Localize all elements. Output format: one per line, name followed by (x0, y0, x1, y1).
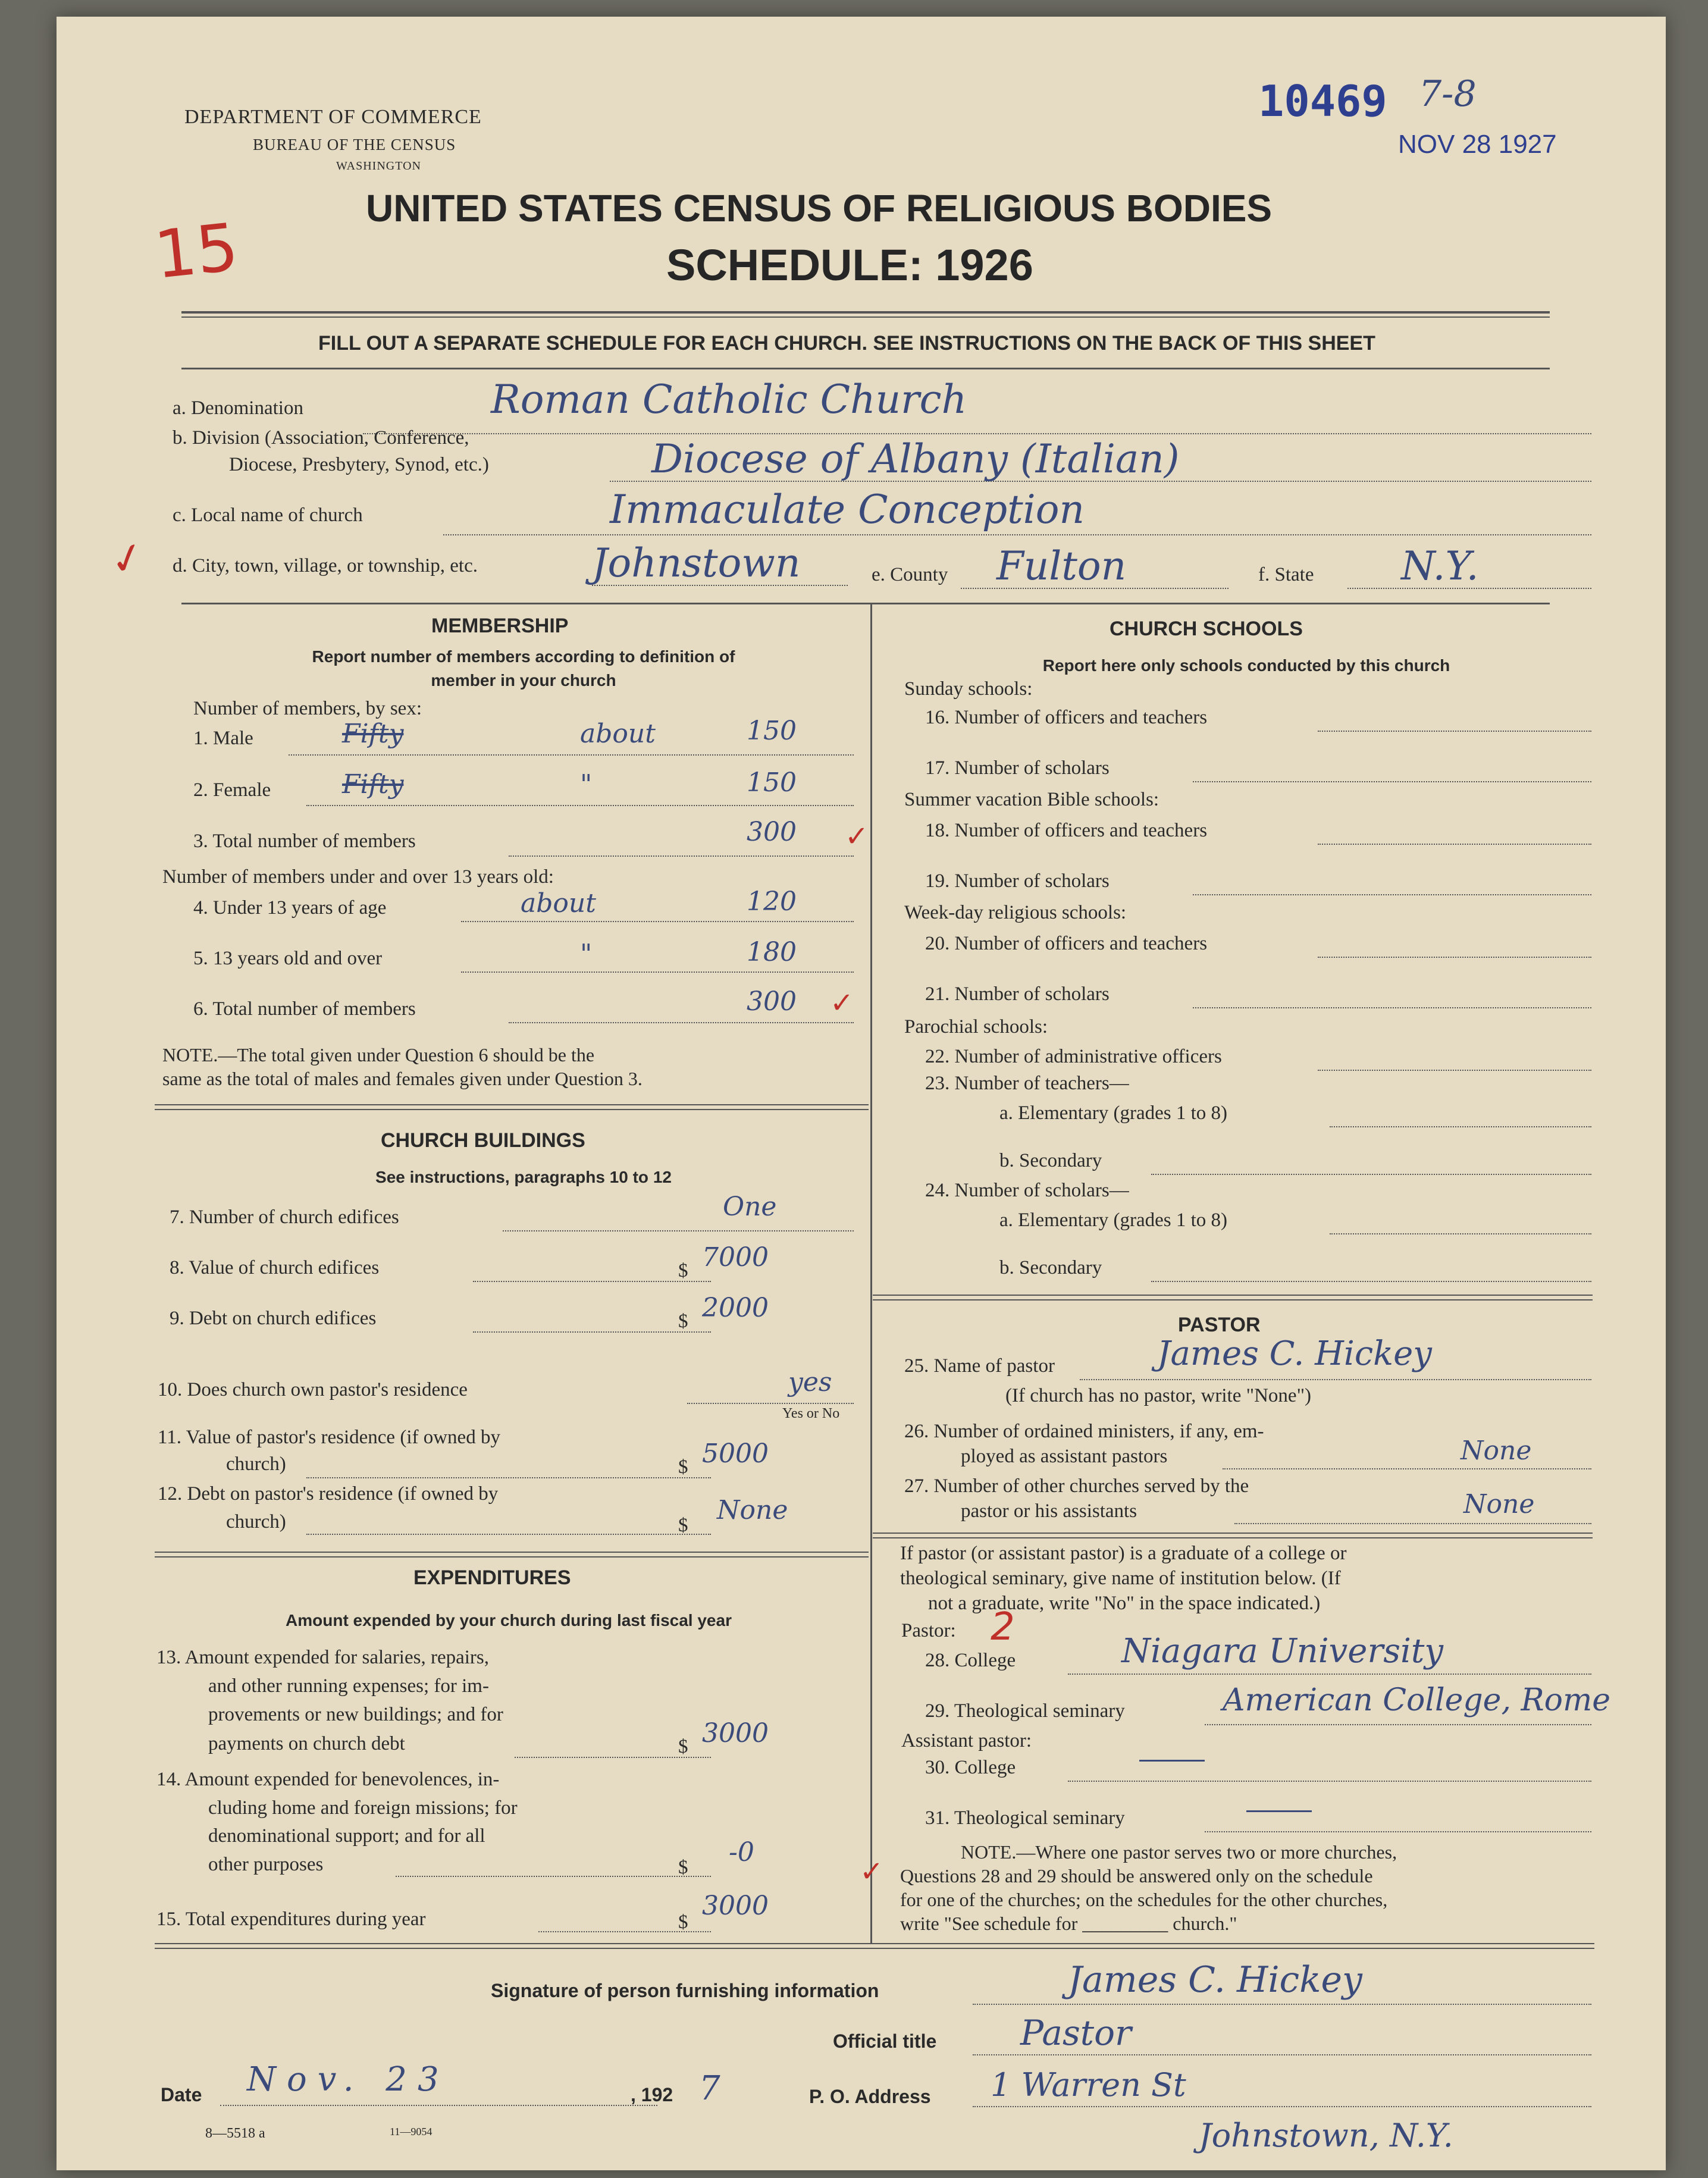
q13-value[interactable]: 3000 (702, 1718, 769, 1748)
membership-note-1: NOTE.—The total given under Question 6 should be the (162, 1044, 595, 1066)
page-mark: 15 (151, 209, 242, 293)
pastor-education-label: Pastor: (901, 1620, 956, 1641)
q24a-label: a. Elementary (grades 1 to 8) (999, 1209, 1228, 1231)
q10-residence-label: 10. Does church own pastor's residence (158, 1379, 468, 1400)
sunday-schools-label: Sunday schools: (904, 678, 1033, 700)
q31-dash[interactable] (1246, 1810, 1312, 1812)
members-by-sex-label: Number of members, by sex: (193, 698, 422, 719)
q30-dash[interactable] (1139, 1760, 1205, 1762)
buildings-title: CHURCH BUILDINGS (381, 1129, 585, 1152)
q12-dollar-sign: $ (678, 1515, 688, 1536)
q12-label-2: church) (226, 1511, 286, 1533)
schedule-title: SCHEDULE: 1926 (666, 240, 1033, 290)
summer-schools-label: Summer vacation Bible schools: (904, 789, 1159, 810)
q11-label-1: 11. Value of pastor's residence (if owned by (158, 1427, 500, 1448)
form-number: 8—5518 a (205, 2126, 265, 2141)
q31-label: 31. Theological seminary (925, 1807, 1125, 1829)
signature-value[interactable]: James C. Hickey (1068, 1959, 1362, 2001)
instruction-rule (181, 368, 1550, 369)
q18-label: 18. Number of officers and teachers (925, 820, 1208, 841)
q11-residence-value[interactable]: 5000 (702, 1439, 769, 1469)
q14-line-1: 14. Amount expended for benevolences, in- (156, 1769, 500, 1790)
q28-label: 28. College (925, 1650, 1016, 1671)
q8-dollar-sign: $ (678, 1260, 688, 1281)
city-value[interactable]: Johnstown (592, 540, 801, 586)
county-label: e. County (872, 564, 948, 585)
bureau-name: BUREAU OF THE CENSUS (253, 136, 456, 153)
q19-label: 19. Number of scholars (925, 870, 1110, 892)
q15-dollar-sign: $ (678, 1911, 688, 1933)
schools-title: CHURCH SCHOOLS (1110, 618, 1303, 640)
q14-dollar-sign: $ (678, 1857, 688, 1878)
weekday-schools-label: Week-day religious schools: (904, 902, 1127, 923)
census-schedule-sheet (57, 17, 1666, 2170)
q9-debt-value[interactable]: 2000 (702, 1293, 769, 1323)
membership-note-2: same as the total of males and females given under Question 3. (162, 1068, 643, 1089)
bureau-city: WASHINGTON (336, 159, 421, 173)
q23a-label: a. Elementary (grades 1 to 8) (999, 1102, 1228, 1124)
q22-label: 22. Number of administrative officers (925, 1046, 1222, 1067)
graduate-note-2: theological seminary, give name of institution below. (If (900, 1568, 1341, 1589)
q8-value-label: 8. Value of church edifices (170, 1257, 380, 1278)
q20-label: 20. Number of officers and teachers (925, 933, 1208, 954)
members-by-age-label: Number of members under and over 13 years old: (162, 866, 554, 888)
fill-instruction: FILL OUT A SEPARATE SCHEDULE FOR EACH CHURCH. SEE INSTRUCTIONS ON THE BACK OF THIS SHEET (318, 332, 1375, 355)
q4-under13-value[interactable]: 120 (747, 886, 797, 917)
q13-line-1: 13. Amount expended for salaries, repairs, (156, 1647, 490, 1668)
membership-title: MEMBERSHIP (431, 615, 569, 637)
q2-female-label: 2. Female (193, 779, 271, 801)
po-address-label: P. O. Address (809, 2086, 931, 2107)
form-title: UNITED STATES CENSUS OF RELIGIOUS BODIES (366, 187, 1273, 230)
division-label-2: Diocese, Presbytery, Synod, etc.) (229, 454, 489, 475)
q10-residence-value[interactable]: yes (788, 1367, 832, 1397)
pastor-note-2: Questions 28 and 29 should be answered only on the schedule (900, 1865, 1373, 1886)
state-label: f. State (1258, 564, 1314, 585)
review-mark-icon: ✓ (104, 530, 151, 587)
q6-check-icon: ✓ (830, 986, 854, 1020)
date-value[interactable]: Nov. 23 (247, 2060, 450, 2099)
q25-label: 25. Name of pastor (904, 1355, 1055, 1377)
expenditures-subtitle: Amount expended by your church during last fiscal year (286, 1611, 732, 1629)
q9-dollar-sign: $ (678, 1311, 688, 1332)
division-label-1: b. Division (Association, Conference, (173, 427, 469, 449)
q8-value-value[interactable]: 7000 (702, 1242, 769, 1273)
pastor-note-1: NOTE.—Where one pastor serves two or more churches, (961, 1841, 1397, 1863)
q2-female-value[interactable]: 150 (747, 767, 797, 798)
q2-note: " (580, 769, 593, 800)
denomination-label: a. Denomination (173, 397, 303, 419)
q29-seminary-value[interactable]: American College, Rome (1223, 1682, 1611, 1718)
q26-line-2: ployed as assistant pastors (961, 1446, 1168, 1467)
q14-value[interactable]: -0 (729, 1837, 754, 1867)
print-number: 11—9054 (390, 2126, 433, 2138)
q1-note: about (580, 719, 656, 749)
q15-total-value[interactable]: 3000 (702, 1891, 769, 1921)
q5-over13-label: 5. 13 years old and over (193, 948, 383, 969)
q13-line-3: provements or new buildings; and for (208, 1704, 503, 1725)
q14-line-4: other purposes (208, 1854, 324, 1875)
identity-rule (181, 603, 1550, 604)
q6-total-label: 6. Total number of members (193, 998, 416, 1020)
q29-label: 29. Theological seminary (925, 1700, 1125, 1722)
q6-total-value[interactable]: 300 (747, 986, 797, 1017)
q30-label: 30. College (925, 1757, 1016, 1778)
q3-total-value[interactable]: 300 (747, 817, 797, 847)
q10-hint: Yes or No (782, 1406, 840, 1421)
q5-note: " (580, 939, 593, 969)
q13-line-2: and other running expenses; for im- (208, 1675, 489, 1697)
graduate-note-1: If pastor (or assistant pastor) is a graduate of a college or (900, 1543, 1347, 1564)
q23b-label: b. Secondary (999, 1150, 1102, 1171)
buildings-subtitle: See instructions, paragraphs 10 to 12 (375, 1168, 672, 1186)
q12-debt-value[interactable]: None (717, 1495, 788, 1525)
graduate-note-3: not a graduate, write "No" in the space indicated.) (928, 1593, 1321, 1614)
year-prefix: , 192 (631, 2084, 673, 2105)
pastor-title: PASTOR (1178, 1314, 1261, 1336)
q7-edifices-value[interactable]: One (723, 1192, 777, 1222)
year-digit[interactable]: 7 (699, 2069, 720, 2108)
file-hand-note: 7-8 (1419, 73, 1477, 115)
q14-line-2: cluding home and foreign missions; for (208, 1797, 518, 1819)
official-title-value[interactable]: Pastor (1020, 2013, 1132, 2053)
q26-value[interactable]: None (1461, 1436, 1532, 1466)
header-rule-thin (181, 316, 1550, 318)
q11-label-2: church) (226, 1453, 286, 1475)
q27-value[interactable]: None (1463, 1489, 1535, 1519)
pastor-mark: 2 (991, 1605, 1015, 1649)
membership-subtitle-2: member in your church (431, 671, 616, 690)
q21-label: 21. Number of scholars (925, 983, 1110, 1005)
q25-hint: (If church has no pastor, write "None") (1005, 1385, 1312, 1406)
q4-under13-label: 4. Under 13 years of age (193, 897, 387, 919)
state-value[interactable]: N.Y. (1401, 543, 1479, 589)
q25-pastor-name[interactable]: James C. Hickey (1157, 1334, 1432, 1373)
q15-check-icon: ✓ (860, 1855, 884, 1888)
address-line-2[interactable]: Johnstown, N.Y. (1199, 2117, 1453, 2154)
q13-line-4: payments on church debt (208, 1733, 405, 1754)
pastor-note-4: write "See schedule for _________ church." (900, 1913, 1237, 1934)
local-name-value[interactable]: Immaculate Conception (610, 487, 1085, 532)
q4-note: about (521, 888, 596, 919)
denomination-value[interactable]: Roman Catholic Church (491, 377, 967, 422)
q7-edifices-label: 7. Number of church edifices (170, 1206, 399, 1228)
q15-total-label: 15. Total expenditures during year (156, 1909, 426, 1930)
q23-label: 23. Number of teachers— (925, 1073, 1129, 1094)
received-date-stamp: NOV 28 1927 (1398, 130, 1557, 159)
column-divider (870, 604, 872, 1943)
file-number-stamp: 10469 (1258, 76, 1387, 126)
header-rule (181, 311, 1550, 314)
q1-struck-value: Fifty (342, 719, 404, 749)
q24b-label: b. Secondary (999, 1257, 1102, 1278)
county-value[interactable]: Fulton (996, 543, 1127, 589)
membership-subtitle-1: Report number of members according to definition of (312, 647, 735, 666)
address-line-1[interactable]: 1 Warren St (991, 2066, 1186, 2104)
schools-subtitle: Report here only schools conducted by this church (1042, 656, 1450, 675)
q1-male-label: 1. Male (193, 728, 253, 749)
q27-line-1: 27. Number of other churches served by the (904, 1475, 1249, 1497)
date-label: Date (161, 2084, 202, 2105)
division-value[interactable]: Diocese of Albany (Italian) (651, 436, 1180, 482)
q17-label: 17. Number of scholars (925, 757, 1110, 779)
q13-dollar-sign: $ (678, 1736, 688, 1757)
parochial-schools-label: Parochial schools: (904, 1016, 1048, 1038)
assistant-pastor-label: Assistant pastor: (901, 1730, 1032, 1751)
q2-struck-value: Fifty (342, 769, 404, 800)
expenditures-title: EXPENDITURES (413, 1566, 571, 1589)
q12-label-1: 12. Debt on pastor's residence (if owned by (158, 1483, 499, 1505)
q24-label: 24. Number of scholars— (925, 1180, 1129, 1201)
q5-over13-value[interactable]: 180 (747, 937, 797, 967)
q28-college-value[interactable]: Niagara University (1121, 1632, 1443, 1671)
official-title-label: Official title (833, 2030, 937, 2052)
q11-dollar-sign: $ (678, 1456, 688, 1478)
q26-line-1: 26. Number of ordained ministers, if any, em- (904, 1421, 1264, 1442)
q9-debt-label: 9. Debt on church edifices (170, 1308, 377, 1329)
signature-label: Signature of person furnishing information (491, 1980, 879, 2001)
q3-check-icon: ✓ (845, 820, 869, 853)
q1-male-value[interactable]: 150 (747, 716, 797, 746)
city-label: d. City, town, village, or township, etc. (173, 555, 478, 576)
q14-line-3: denominational support; and for all (208, 1825, 485, 1847)
local-name-label: c. Local name of church (173, 504, 363, 526)
q16-label: 16. Number of officers and teachers (925, 707, 1208, 728)
department-name: DEPARTMENT OF COMMERCE (184, 106, 482, 128)
q3-total-label: 3. Total number of members (193, 831, 416, 852)
pastor-note-3: for one of the churches; on the schedules for the other churches, (900, 1889, 1388, 1910)
q27-line-2: pastor or his assistants (961, 1500, 1137, 1522)
